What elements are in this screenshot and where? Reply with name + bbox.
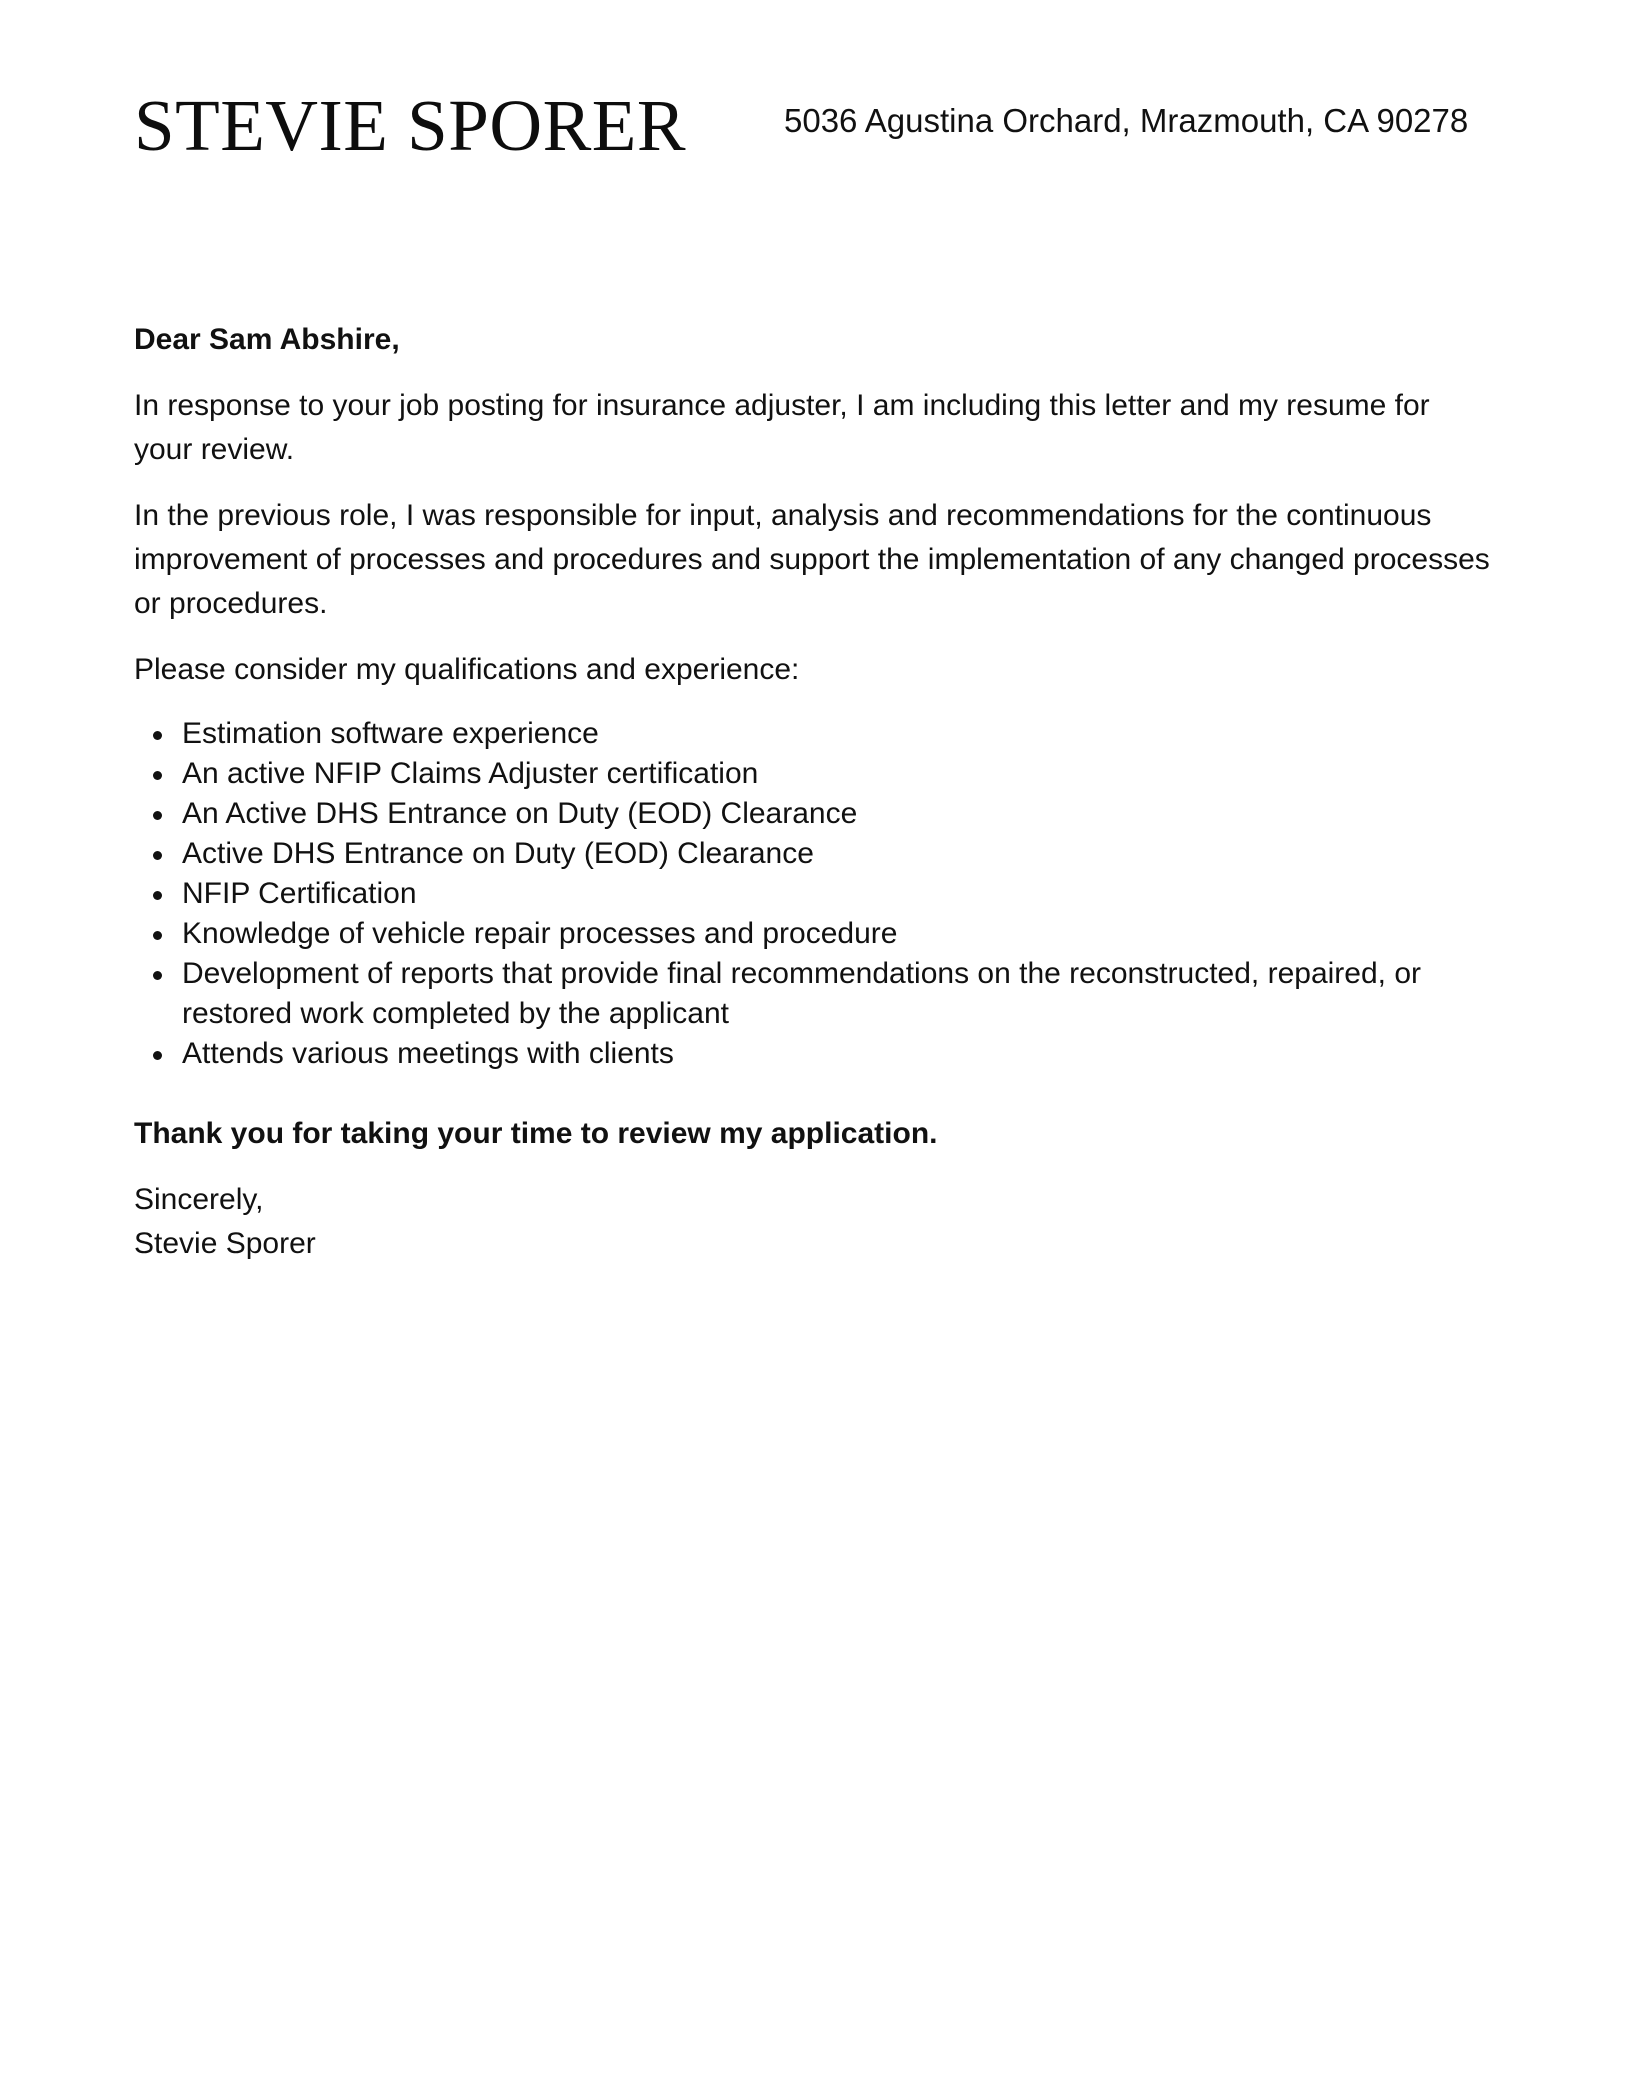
qualification-item xyxy=(182,714,1490,754)
qualification-text: Attends various meetings with clients xyxy=(182,1037,674,1070)
sender-name: STEVIE SPORER xyxy=(134,85,687,166)
bullet-icon xyxy=(153,811,162,820)
bullet-icon xyxy=(153,931,162,940)
bullet-icon xyxy=(153,731,162,740)
qualification-item xyxy=(182,754,1490,794)
cover-letter-page xyxy=(134,0,1490,1260)
signature-name: Stevie Sporer xyxy=(134,1227,316,1260)
signoff xyxy=(134,1178,1490,1266)
qualification-text: Active DHS Entrance on Duty (EOD) Clearance xyxy=(182,837,814,870)
qualification-item xyxy=(182,914,1490,954)
qualifications-list xyxy=(134,714,1490,1074)
bullet-icon xyxy=(153,971,162,980)
bullet-icon xyxy=(153,1051,162,1060)
qualification-text: Development of reports that provide final recommendations on the reconstructed, repaired, or restored work completed by the applicant xyxy=(182,957,1421,1030)
bullet-icon xyxy=(153,891,162,900)
bullet-icon xyxy=(153,851,162,860)
bullet-icon xyxy=(153,771,162,780)
qualification-text: An Active DHS Entrance on Duty (EOD) Clearance xyxy=(182,797,858,830)
qualification-item xyxy=(182,874,1490,914)
qualification-item xyxy=(182,954,1490,1034)
qualification-text: An active NFIP Claims Adjuster certification xyxy=(182,757,759,790)
qualification-item xyxy=(182,834,1490,874)
qualification-item xyxy=(182,794,1490,834)
signoff-text: Sincerely, xyxy=(134,1183,264,1216)
closing-line: Thank you for taking your time to review my application. xyxy=(134,1117,938,1150)
letter-body xyxy=(134,318,1490,1266)
letter-header xyxy=(134,0,1490,230)
intro-paragraph: In response to your job posting for insurance adjuster, I am including this letter and my resume for your review. xyxy=(134,389,1430,466)
qualification-text: Knowledge of vehicle repair processes and procedure xyxy=(182,917,898,950)
salutation: Dear Sam Abshire, xyxy=(134,323,400,356)
qualification-text: Estimation software experience xyxy=(182,717,599,750)
qualifications-intro: Please consider my qualifications and experience: xyxy=(134,653,800,686)
qualification-text: NFIP Certification xyxy=(182,877,417,910)
qualification-item xyxy=(182,1034,1490,1074)
experience-paragraph: In the previous role, I was responsible for input, analysis and recommendations for the continuous improvement of processes and procedures and support the implementation of any changed processes or procedures. xyxy=(134,499,1490,620)
sender-address: 5036 Agustina Orchard, Mrazmouth, CA 90278 xyxy=(784,102,1469,139)
